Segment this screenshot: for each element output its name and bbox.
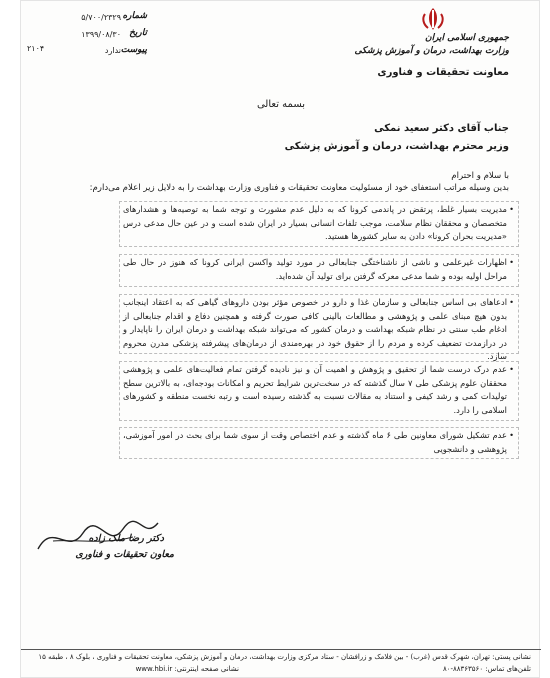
date-value: ۱۳۹۹/۰۸/۳۰ — [81, 30, 121, 39]
bismillah: بسمه تعالی — [256, 99, 306, 110]
reference-code: ۲۱۰۴ — [27, 44, 45, 53]
reason-text-2: • اظهارات غیرعلمی و ناشی از ناشناختگی جنابعالی در مورد تولید واکسن ایرانی کرونا که هنوز در حال طی مراحل اولیه بوده و شما مدعی معرکه گرفتن برای تولید آن شده‌اید. — [123, 257, 507, 281]
signatory-name: دکتر رضا ملک زاده — [88, 533, 164, 544]
number-value: ۵/۷۰۰/۲۳۲۹ — [81, 13, 121, 22]
date-label: تاریخ — [129, 28, 147, 38]
reason-text-1: • مدیریت بسیار غلط، پرتقض در پاندمی کرونا که به دلیل عدم مشورت و توجه شما به توصیه‌ها و هشدارهای متخصصان و محققان نظام سلامت، موجب تلفات انسانی بسیار در ایران شده است و در عین حال مدعی درس «مدیریت بحران کرونا» دادن به سایر کشورها هستید. — [123, 204, 507, 241]
footer-website: نشانی صفحه اینترنتی: www.hbi.ir — [135, 665, 239, 673]
addressee-title: وزیر محترم بهداشت، درمان و آموزش پزشکی — [284, 141, 509, 152]
letter-page — [20, 0, 540, 678]
org-line-1: جمهوری اسلامی ایران — [424, 33, 509, 43]
reason-item — [119, 427, 519, 459]
org-line-2: وزارت بهداشت، درمان و آموزش پزشکی — [354, 46, 509, 56]
salutation: با سلام و احترام — [451, 171, 509, 181]
reason-text-4: • عدم درک درست شما از تحقیق و پژوهش و اهمیت آن و نیز نادیده گرفتن تمام فعالیت‌های علمی و پژوهشی محققان علوم پزشکی طی ۷ سال گذشته که در سخت‌ترین شرایط تحریم و امکانات بودجه‌ای، به بالاترین سطح تولیدات کمی و رشد کیفی و استناد به مقالات نسبت به گذشته رسیده است و رتبه نخست منطقه و کشورهای اسلامی را دارد. — [123, 364, 507, 415]
signatory-title: معاون تحقیقات و فناوری — [75, 549, 174, 560]
addressee-name: جناب آقای دکتر سعید نمکی — [374, 123, 509, 134]
reason-item — [119, 254, 519, 287]
reason-item — [119, 294, 519, 361]
intro-text: بدین وسیله مراتب استعفای خود از مسئولیت معاونت تحقیقات و فناوری وزارت بهداشت را به دلایل زیر اعلام می‌دارم: — [89, 183, 509, 193]
reason-item — [119, 201, 519, 247]
footer-address: نشانی پستی: تهران، شهرک قدس (غرب) - بین فلامک و زرافشان - ستاد مرکزی وزارت بهداشت، درمان و آموزش پزشکی، معاونت تحقیقات و فناوری ، بلوک ۸ ، طبقه ۱۵ — [38, 653, 531, 661]
org-department: معاونت تحقیقات و فناوری — [377, 67, 509, 78]
footer-divider — [21, 649, 541, 650]
reason-item — [119, 361, 519, 421]
reason-text-5: • عدم تشکیل شورای معاونین طی ۶ ماه گذشته و عدم اختصاص وقت از سوی شما برای بحث در امور آموزشی، پژوهشی و دانشجویی — [123, 430, 507, 454]
iran-emblem-icon — [416, 6, 450, 32]
number-label: شماره — [122, 11, 147, 21]
attachment-label: پیوست — [120, 45, 147, 55]
footer-phone: تلفن‌های تماس: ۸۸۳۶۳۵۶۰-۸۰ — [442, 665, 531, 673]
reason-text-3: • ادعاهای بی اساس جنابعالی و سازمان غذا و دارو در خصوص مؤثر بودن داروهای گیاهی که به اعتقاد اینجانب بدون هیچ مبنای علمی و پژوهشی و مطالعات بالینی کافی صورت گرفته و همچنین دفاع و اقدام جنابعالی از ادغام طب سنتی در نظام شبکه بهداشت و درمان کشور که می‌تواند شبکه بهداشت و درمان ایران را ناپایدار و در درازمدت تضعیف کرده و مردم را از حقوق خود در بهره‌مندی از درمان‌های پیشرفته پزشکی مدرن محروم سازد. — [123, 297, 507, 361]
attachment-value: ندارد — [104, 46, 121, 55]
